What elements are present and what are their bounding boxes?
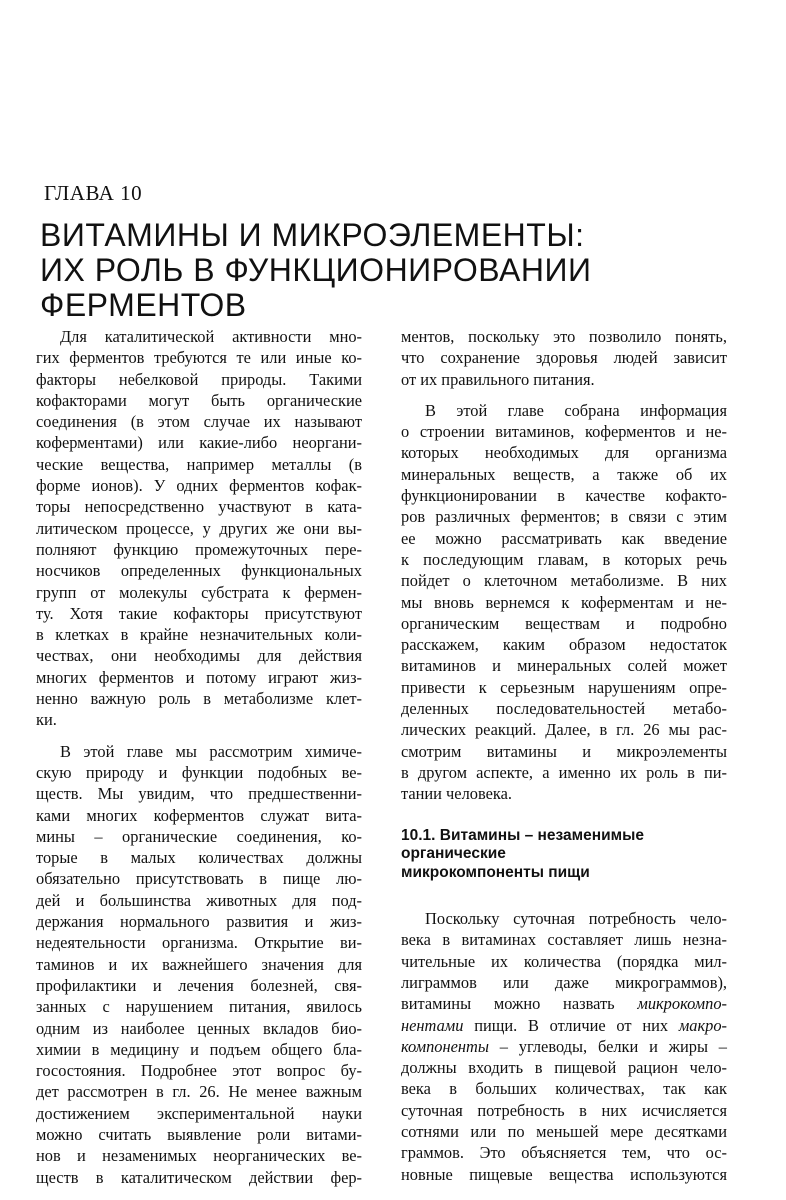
- text-line: литическом процессе, у других же они вы-: [36, 518, 362, 538]
- text-line: в другом аспекте, а именно их роль в пи-: [401, 762, 727, 782]
- text-line: торы непосредственно участвуют в ката-: [36, 497, 362, 517]
- italic-term: нентами: [401, 1015, 464, 1035]
- text-line: носчиков определенных функциональных: [36, 561, 362, 581]
- text-line: факторы небелковой природы. Такими: [36, 369, 362, 389]
- text-line: дет рассмотрен в гл. 26. Не менее важным: [36, 1082, 362, 1102]
- text-line: ки.: [36, 710, 57, 730]
- text-line: форме ионов). У одних ферментов кофак-: [36, 476, 362, 496]
- text-line: профилактики и лечения болезней, свя-: [36, 975, 362, 995]
- text-line: торые в малых количествах должны: [36, 848, 362, 868]
- text-line: новные пищевые вещества используются: [401, 1164, 727, 1184]
- right-column: [401, 326, 727, 1185]
- text-line: органическим веществам и подробно: [401, 613, 727, 633]
- text-line: века в витаминах составляет лишь незна-: [401, 930, 727, 950]
- paragraph-1: [36, 326, 362, 731]
- section-heading-line: 10.1. Витамины – незаменимые: [401, 826, 644, 844]
- section-heading-line: органические: [401, 845, 506, 863]
- text-line: Поскольку суточная потребность чело-: [425, 909, 727, 929]
- text-line: функционировании в качестве кофакто-: [401, 486, 727, 506]
- italic-term: микрокомпо-: [637, 994, 727, 1014]
- italic-term: компоненты: [401, 1036, 489, 1056]
- text-line: ществ. Мы увидим, что предшественни-: [36, 784, 362, 804]
- text-line: нов и незаменимых неорганических ве-: [36, 1146, 362, 1166]
- paragraph-2: [36, 741, 362, 1188]
- text-line: можно считать выявление роли витами-: [36, 1124, 362, 1144]
- text-line: [401, 993, 727, 1014]
- text-line: ментов, поскольку это позволило понять,: [401, 327, 727, 346]
- chapter-label: ГЛАВА 10: [44, 181, 143, 205]
- text-line: групп от молекулы субстрата к фермен-: [36, 582, 362, 602]
- text-line: [401, 1015, 727, 1036]
- text-line: ществ в каталитическом действии фер-: [36, 1167, 362, 1187]
- section-heading: [401, 827, 727, 883]
- text-line: лиграммов или даже микрограммов),: [401, 972, 727, 992]
- text-line: чествах, они необходимы для действия: [36, 646, 362, 666]
- text-line: дей и большинства животных для под-: [36, 890, 362, 910]
- text-line: держания нормального развития и жиз-: [36, 912, 362, 932]
- text-line: минеральных веществ, а также об их: [401, 464, 727, 484]
- text-line: которых необходимых для организма: [401, 443, 727, 463]
- chapter-title-line: ВИТАМИНЫ И МИКРОЭЛЕМЕНТЫ:: [40, 217, 585, 253]
- text-line: века в больших количествах, так как: [401, 1079, 727, 1099]
- text-line: к последующим главам, в которых речь: [401, 549, 727, 569]
- text-line: граммов. Это объясняется тем, что ос-: [401, 1143, 727, 1163]
- text-line: ров различных ферментов; в связи с этим: [401, 507, 727, 527]
- text-fragment: – углеводы, белки и жиры –: [488, 1036, 727, 1056]
- text-line: занных с нарушением питания, явилось: [36, 997, 362, 1017]
- text-line: ческие вещества, например металлы (в: [36, 454, 362, 474]
- text-line: мы вновь вернемся к коферментам и не-: [401, 592, 727, 612]
- chapter-title-line: ФЕРМЕНТОВ: [40, 287, 247, 323]
- text-fragment: витамины можно назвать: [401, 994, 638, 1014]
- chapter-title-line: ИХ РОЛЬ В ФУНКЦИОНИРОВАНИИ: [40, 252, 592, 288]
- text-line: суточная потребность в них исчисляется: [401, 1100, 727, 1120]
- left-column: [36, 326, 362, 1188]
- chapter-title: [40, 218, 591, 323]
- text-line: достижением экспериментальной науки: [36, 1103, 362, 1123]
- paragraph-3: [401, 400, 727, 805]
- text-line: сотнями или по меньшей мере десятками: [401, 1122, 727, 1141]
- text-line: пойдет о клеточном метаболизме. В них: [401, 571, 727, 591]
- text-line: таминов и их важнейшего значения для: [36, 954, 362, 974]
- text-line: мины – органические соединения, ко-: [36, 826, 362, 846]
- text-line: в клетках в крайне незначительных коли-: [36, 625, 362, 645]
- text-line: госостояния. Подробнее этот вопрос бу-: [36, 1061, 362, 1081]
- text-line: от их правильного питания.: [401, 369, 595, 389]
- text-line: смотрим витамины и микроэлементы: [401, 741, 727, 761]
- text-line: коферментами) или какие-либо неоргани-: [36, 433, 362, 453]
- text-line: ту. Хотя такие кофакторы присутствуют: [36, 603, 362, 623]
- italic-term: макро-: [678, 1015, 727, 1035]
- paragraph-4: [401, 908, 727, 1185]
- text-line: недеятельности организма. Открытие ви-: [36, 933, 362, 953]
- text-line: ненно важную роль в метаболизме клет-: [36, 689, 362, 709]
- text-line: В этой главе мы рассмотрим химиче-: [60, 741, 362, 761]
- text-line: ками многих коферментов служат вита-: [36, 805, 362, 825]
- text-line: скую природу и функции подобных ве-: [36, 762, 362, 782]
- text-line: многих ферментов и потому играют жиз-: [36, 667, 362, 687]
- text-line: одним из наиболее ценных вкладов био-: [36, 1018, 362, 1038]
- text-line: что сохранение здоровья людей зависит: [401, 348, 727, 368]
- text-line: обязательно присутствовать в пище лю-: [36, 869, 362, 889]
- text-line: полняют функцию промежуточных пере-: [36, 539, 362, 559]
- text-line: лических реакций. Далее, в гл. 26 мы рас-: [401, 720, 727, 740]
- text-line: Для каталитической активности мно-: [60, 327, 362, 346]
- text-line: деленных последовательностей метабо-: [401, 699, 727, 719]
- text-line: химии в медицину и подъем общего бла-: [36, 1039, 362, 1059]
- text-line: витаминов и минеральных солей может: [401, 656, 727, 676]
- text-fragment: пищи. В отличие от них: [463, 1015, 679, 1035]
- text-line: расскажем, каким образом недостаток: [401, 635, 727, 655]
- text-line: [401, 1036, 727, 1057]
- text-line: о строении витаминов, коферментов и не-: [401, 422, 727, 442]
- text-line: должны входить в пищевой рацион чело-: [401, 1058, 727, 1078]
- text-line: гих ферментов требуются те или иные ко-: [36, 348, 362, 368]
- text-line: ее можно рассматривать как введение: [401, 528, 727, 548]
- text-line: кофакторами могут быть органические: [36, 390, 362, 410]
- text-line: чительные их количества (порядка мил-: [401, 951, 727, 971]
- text-line: привести к серьезным нарушениям опре-: [401, 677, 727, 697]
- paragraph-continued: [401, 326, 727, 390]
- text-line: тании человека.: [401, 784, 512, 804]
- text-line: соединения (в этом случае их называют: [36, 412, 362, 432]
- section-heading-line: микрокомпоненты пищи: [401, 863, 590, 881]
- text-line: В этой главе собрана информация: [425, 400, 727, 420]
